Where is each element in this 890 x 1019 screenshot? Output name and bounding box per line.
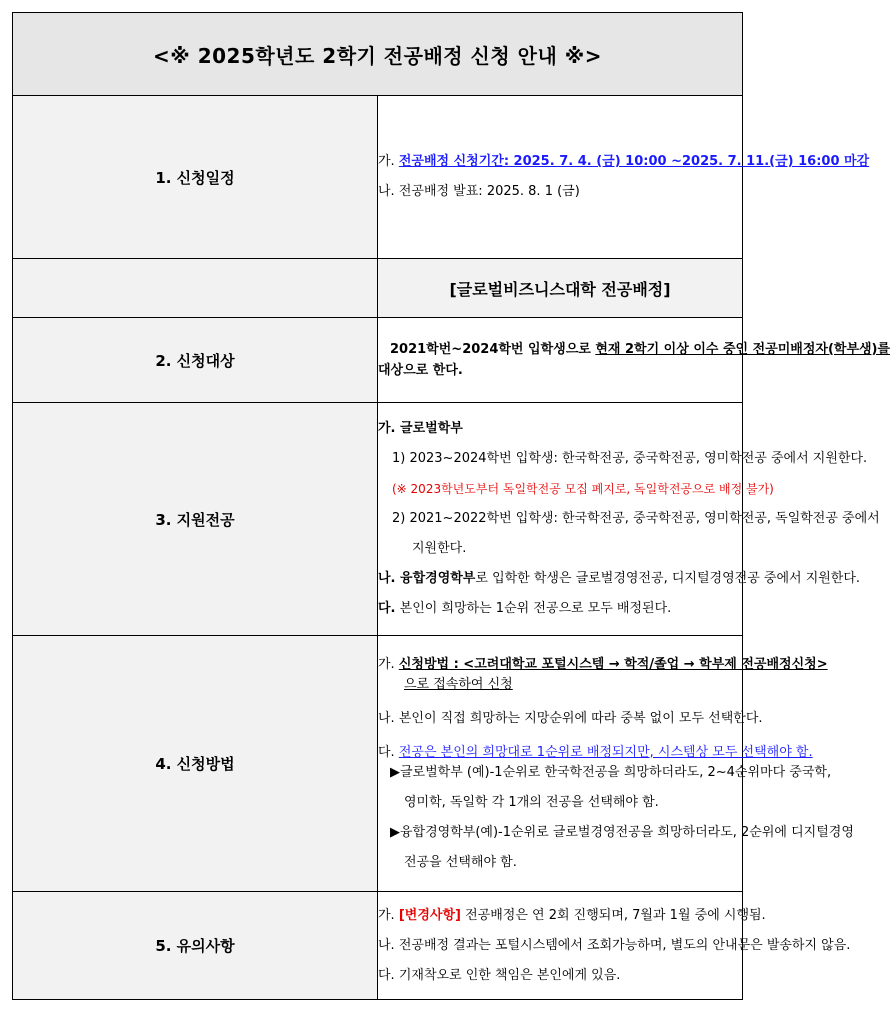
- method-system-note: 다. 전공은 본인의 희망대로 1순위로 배정되지만, 시스템상 모두 선택해야 함.: [378, 744, 813, 760]
- majors-sub2-line1: 2) 2021~2022학번 입학생: 한국학전공, 중국학전공, 영미학전공, 독일학전공 중에서: [392, 511, 880, 526]
- method-example-global-2: 영미학, 독일학 각 1개의 전공을 선택해야 함.: [404, 794, 659, 810]
- method-content: [378, 636, 854, 892]
- method-example-global-1: ▶글로벌학부 (예)-1순위로 한국학전공을 희망하더라도, 2~4순위마다 중국학,: [390, 764, 832, 780]
- schedule-period: 가. 전공배정 신청기간: 2025. 7. 4. (금) 10:00 ~2025. 7. 11.(금) 16:00 마감: [378, 154, 870, 169]
- majors-content: [378, 403, 880, 636]
- target-line-1: 2021학번~2024학번 입학생으로 현재 2학기 이상 이수 중인 전공미배정자(학부생)를: [390, 342, 890, 357]
- notice-change: 가. [변경사항] 전공배정은 연 2회 진행되며, 7월과 1월 중에 시행됨.: [378, 907, 766, 923]
- notice-label: 5. 유의사항: [13, 892, 378, 1000]
- method-portal-path: 신청방법 : <고려대학교 포털시스템 → 학적/졸업 → 학부제 전공배정신청>: [398, 656, 828, 672]
- notice-row: [13, 892, 743, 1000]
- schedule-announcement: 나. 전공배정 발표: 2025. 8. 1 (금): [378, 184, 580, 199]
- schedule-period-text: 전공배정 신청기간: 2025. 7. 4. (금) 10:00 ~2025. 7. 11.(금) 16:00 마감: [398, 154, 870, 169]
- document-title: <※ 2025학년도 2학기 전공배정 신청 안내 ※>: [13, 13, 743, 96]
- majors-convergence: 나. 융합경영학부로 입학한 학생은 글로벌경영전공, 디지털경영전공 중에서 지원한다.: [378, 571, 861, 586]
- majors-sub1: 1) 2023~2024학번 입학생: 한국학전공, 중국학전공, 영미학전공 중에서 지원한다.: [392, 451, 868, 466]
- schedule-row: [13, 96, 743, 259]
- method-example-convergence-2: 전공을 선택해야 함.: [404, 854, 517, 870]
- notice-content: [378, 892, 851, 1000]
- target-row: [13, 318, 743, 403]
- schedule-label: 1. 신청일정: [13, 96, 378, 259]
- majors-first-choice: 다. 본인이 희망하는 1순위 전공으로 모두 배정된다.: [378, 601, 672, 616]
- method-selection: 나. 본인이 직접 희망하는 지망순위에 따라 중복 없이 모두 선택한다.: [378, 710, 763, 726]
- method-system-note-text: 전공은 본인의 희망대로 1순위로 배정되지만, 시스템상 모두 선택해야 함.: [398, 744, 813, 760]
- target-label: 2. 신청대상: [13, 318, 378, 403]
- majors-sub1-note: (※ 2023학년도부터 독일학전공 모집 폐지로, 독일학전공으로 배정 불가): [392, 482, 774, 496]
- notice-change-badge: [변경사항]: [398, 907, 461, 923]
- target-eligibility: 현재 2학기 이상 이수 중인 전공미배정자(학부생)를: [595, 342, 890, 357]
- college-header-row: [13, 259, 743, 318]
- notice-results: 나. 전공배정 결과는 포털시스템에서 조회가능하며, 별도의 안내문은 발송하지 않음.: [378, 937, 851, 953]
- college-header-blank: [13, 259, 378, 318]
- notice-table: [12, 12, 890, 1000]
- majors-label: 3. 지원전공: [13, 403, 378, 636]
- method-example-convergence-1: ▶융합경영학부(예)-1순위로 글로벌경영전공을 희망하더라도, 2순위에 디지털경영: [390, 824, 854, 840]
- method-label: 4. 신청방법: [13, 636, 378, 892]
- majors-row: [13, 403, 743, 636]
- target-content: [378, 318, 890, 403]
- method-portal-line2: 으로 접속하여 신청: [404, 676, 513, 692]
- method-portal-line1: 가. 신청방법 : <고려대학교 포털시스템 → 학적/졸업 → 학부제 전공배정신청>: [378, 656, 828, 672]
- majors-global-heading: 가. 글로벌학부: [378, 421, 463, 436]
- notice-responsibility: 다. 기재착오로 인한 책임은 본인에게 있음.: [378, 967, 621, 983]
- majors-sub2-line2: 지원한다.: [412, 541, 467, 556]
- college-header: [글로벌비즈니스대학 전공배정]: [378, 259, 743, 318]
- target-line-2: 대상으로 한다.: [378, 363, 463, 378]
- schedule-content: [378, 96, 870, 259]
- method-row: [13, 636, 743, 892]
